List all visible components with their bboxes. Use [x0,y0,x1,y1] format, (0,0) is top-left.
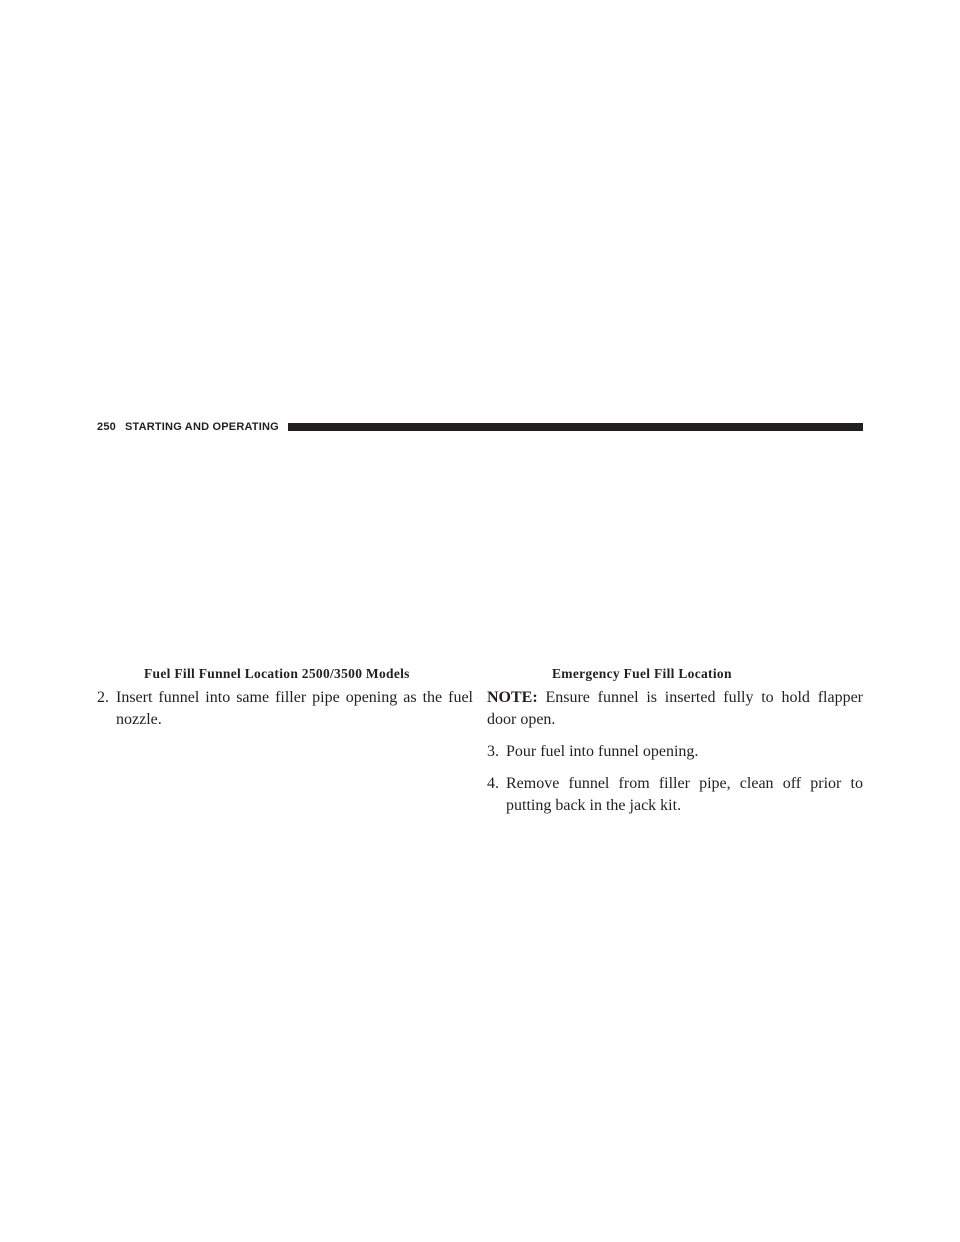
step-2-number: 2. [97,689,109,706]
header-rule [288,423,863,431]
step-4-number: 4. [487,775,499,792]
figure-caption-right: Emergency Fuel Fill Location [552,666,732,681]
step-2-text: Insert funnel into same filler pipe opening as the fuel nozzle. [116,689,473,728]
right-column [487,687,863,817]
step-2 [97,687,473,731]
note-text: Ensure funnel is inserted fully to hold flapper door open. [487,689,864,728]
figure-caption-left: Fuel Fill Funnel Location 2500/3500 Models [144,666,410,681]
page-number: 250 [97,421,116,433]
step-3-text: Pour fuel into funnel opening. [506,743,699,760]
left-column [97,687,473,731]
note-paragraph [487,687,863,731]
step-3 [487,741,863,763]
step-3-number: 3. [487,743,499,760]
step-4-text: Remove funnel from filler pipe, clean off prior to putting back in the jack kit. [506,775,863,814]
step-4 [487,773,863,817]
section-title: STARTING AND OPERATING [124,421,279,433]
note-label: NOTE: [487,689,538,706]
page-header [97,418,863,436]
